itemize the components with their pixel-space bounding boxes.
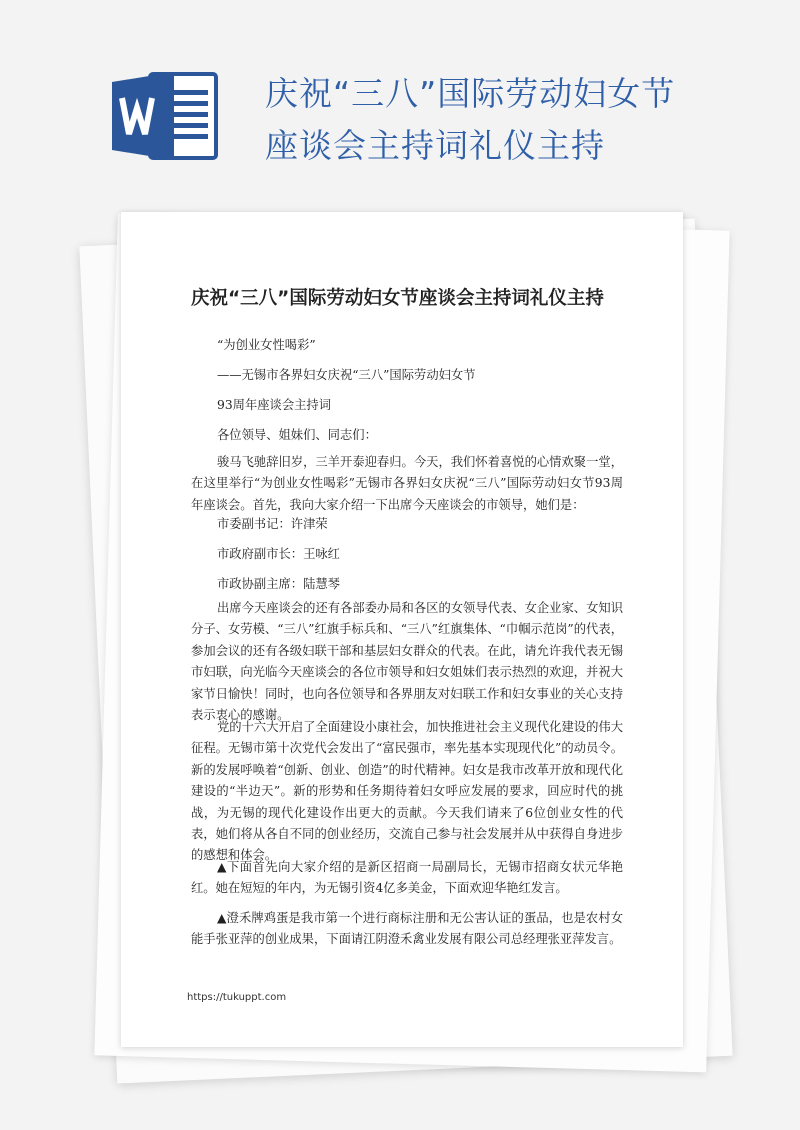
document-title: 庆祝“三八”国际劳动妇女节座谈会主持词礼仪主持 — [191, 288, 604, 309]
paragraph-opening: 骏马飞驰辞旧岁，三羊开泰迎春归。今天，我们怀着喜悦的心情欢聚一堂，在这里举行“为创业女性喝彩”无锡市各界妇女庆祝“三八”国际劳动妇女节93周年座谈会。首先，我向大家介绍一下出席今天座谈会的市领导，她们是： — [191, 455, 623, 512]
paragraph-first-speaker: ▲下面首先向大家介绍的是新区招商一局副局长，无锡市招商女状元华艳红。她在短短的年内，为无锡引资4亿多美金，下面欢迎华艳红发言。 — [191, 860, 623, 896]
leader-item: 市政府副市长：王咏红 — [217, 547, 340, 561]
header-title-line-2: 座谈会主持词礼仪主持 — [265, 126, 605, 165]
heading-lines — [191, 330, 621, 450]
paragraph-second-speaker: ▲澄禾牌鸡蛋是我市第一个进行商标注册和无公害认证的蛋品，也是农村女能手张亚萍的创业成果，下面请江阴澄禾禽业发展有限公司总经理张亚萍发言。 — [191, 911, 623, 947]
leader-item: 市政协副主席：陆慧琴 — [217, 577, 340, 591]
header-title-line-1: 庆祝“三八”国际劳动妇女节 — [265, 74, 676, 113]
paragraph-party-congress: 党的十六大开启了全面建设小康社会，加快推进社会主义现代化建设的伟大征程。无锡市第十次党代会发出了“富民强市，率先基本实现现代化”的动员令。新的发展呼唤着“创新、创业、创造”的时代精神。妇女是我市改革开放和现代化建设的“半边天”。新的形势和任务期待着妇女呼应发展的要求，回应时代的挑战，为无锡的现代化建设作出更大的贡献。今天我们请来了6位创业女性的代表，她们将从各自不同的创业经历，交流自己参与社会发展并从中获得自身进步的感想和体会。 — [191, 720, 623, 863]
leaders-list — [191, 509, 621, 599]
salutation-line: 各位领导、姐妹们、同志们： — [217, 428, 377, 442]
header-title — [265, 68, 735, 172]
source-url[interactable]: https://tukuppt.com — [187, 992, 287, 1003]
paragraph-attendees: 出席今天座谈会的还有各部委办局和各区的女领导代表、女企业家、女知识分子、女劳模、“三八”红旗手标兵和、“三八”红旗集体、“巾帼示范岗”的代表，参加会议的还有各级妇联干部和基层妇女群众的代表。在此，请允许我代表无锡市妇联，向光临今天座谈会的各位市领导和妇女姐妹们表示热烈的欢迎，并祝大家节日愉快！同时，也向各位领导和各界朋友对妇联工作和妇女事业的关心支持表示衷心的感谢。 — [191, 601, 623, 723]
word-icon — [112, 70, 222, 162]
subtitle-line-2: 93周年座谈会主持词 — [217, 398, 332, 412]
subtitle-line: ——无锡市各界妇女庆祝“三八”国际劳动妇女节 — [217, 368, 476, 382]
leader-item: 市委副书记：许津荣 — [217, 517, 328, 531]
slogan-line: “为创业女性喝彩” — [217, 338, 316, 352]
document-page — [121, 212, 683, 1047]
